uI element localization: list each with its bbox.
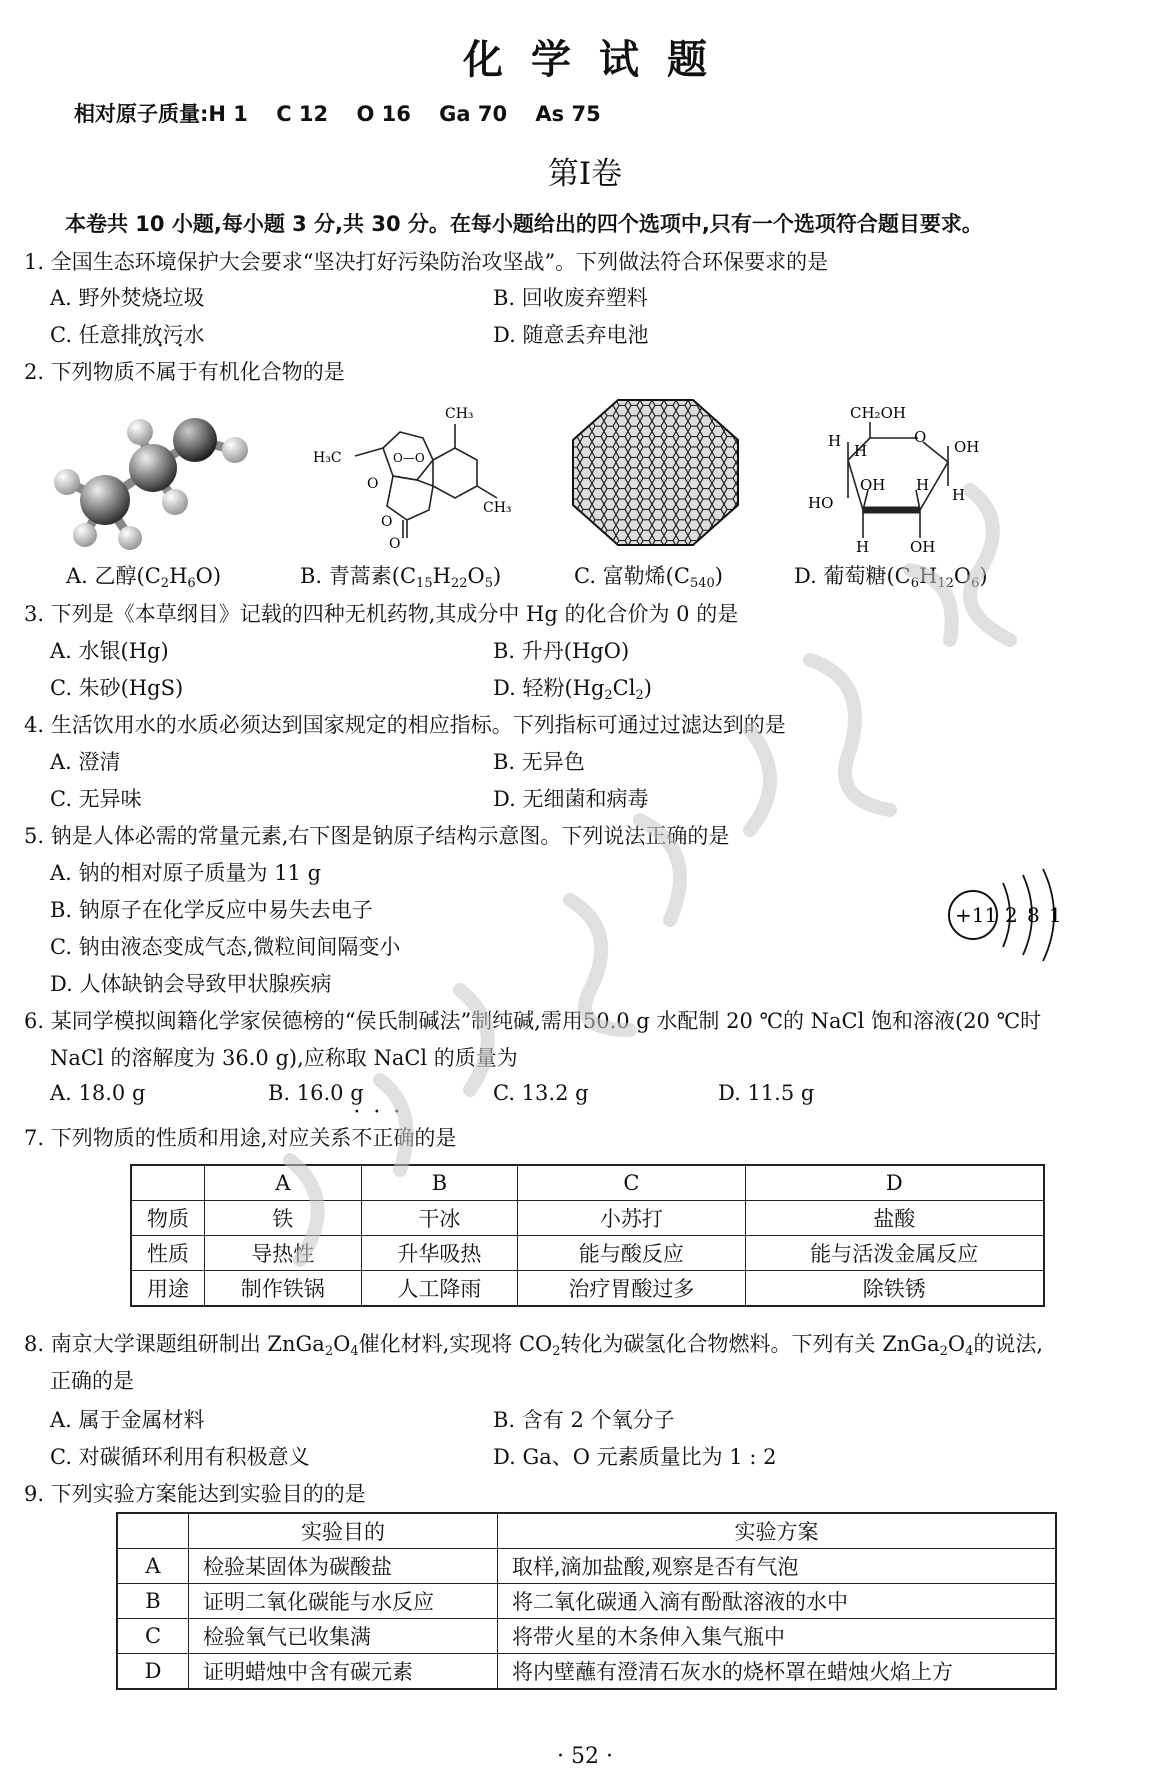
q2-option-d: [794, 560, 988, 591]
glucose-label: OH: [860, 476, 886, 494]
table-cell: D: [117, 1654, 189, 1690]
q2-a-sub: 6: [187, 576, 196, 591]
table-row: [131, 1201, 1044, 1236]
table-cell: 将带火星的木条伸入集气瓶中: [498, 1619, 1057, 1654]
q5-option-c: C. 钠由液态变成气态,微粒间间隔变小: [50, 935, 401, 959]
q8-text: 转化为碳氢化合物燃料。下列有关 ZnGa: [560, 1332, 940, 1356]
table-cell: C: [117, 1619, 189, 1654]
table-row: [131, 1236, 1044, 1271]
q2-d-text: O: [953, 564, 972, 588]
q1-option-d: D. 随意丢弃电池: [493, 323, 649, 347]
q5-option-a: A. 钠的相对原子质量为 11 g: [50, 861, 322, 885]
q8-text: O: [333, 1332, 351, 1356]
q2-stem-pre: 2. 下列物质: [24, 360, 135, 384]
glucose-label: H: [952, 486, 966, 504]
q1-stem: 1. 全国生态环境保护大会要求“坚决打好污染防治攻坚战”。下列做法符合环保要求的是: [24, 250, 829, 274]
q8-text: 8. 南京大学课题组研制出 ZnGa: [24, 1332, 325, 1356]
q6-option-a: A. 18.0 g: [50, 1081, 146, 1105]
q7-stem-post: 的是: [414, 1126, 457, 1150]
table-row: [117, 1654, 1056, 1690]
ethanol-model-image: [45, 410, 255, 550]
q9-stem: 9. 下列实验方案能达到实验目的的是: [24, 1482, 366, 1506]
glucose-label: H: [828, 432, 842, 450]
table-cell: 用途: [131, 1271, 205, 1307]
q3-option-c: C. 朱砂(HgS): [50, 676, 184, 700]
q3-d-text: ): [643, 676, 652, 700]
q3-option-a: A. 水银(Hg): [50, 639, 169, 663]
glucose-label: H: [916, 476, 930, 494]
table-cell: 性质: [131, 1236, 205, 1271]
table-cell: 干冰: [361, 1201, 518, 1236]
q3-d-sub: 2: [635, 688, 644, 703]
q5-option-d: D. 人体缺钠会导致甲状腺疾病: [50, 972, 332, 996]
table-cell: 升华吸热: [361, 1236, 518, 1271]
table-cell: 检验氧气已收集满: [189, 1619, 498, 1654]
glucose-label: H: [854, 442, 868, 460]
q3-option-b: B. 升丹(HgO): [493, 639, 630, 663]
table-cell: 铁: [205, 1201, 362, 1236]
atomic-masses: 相对原子质量:H 1 C 12 O 16 Ga 70 As 75: [74, 102, 601, 126]
table-cell: 证明二氧化碳能与水反应: [189, 1584, 498, 1619]
glucose-label: H: [856, 538, 870, 553]
table-cell: B: [117, 1584, 189, 1619]
table-cell: 制作铁锅: [205, 1271, 362, 1307]
artemisinin-label: O: [367, 476, 379, 492]
nucleus-label: +11: [955, 903, 998, 927]
volume-title: 第Ⅰ卷: [547, 156, 623, 192]
artemisinin-label: H₃C: [313, 450, 342, 466]
q5-stem: 5. 钠是人体必需的常量元素,右下图是钠原子结构示意图。下列说法正确的是: [24, 824, 730, 848]
q6-option-c: C. 13.2 g: [493, 1081, 589, 1105]
q2-option-a: [66, 560, 221, 591]
q8-stem-line1: [24, 1328, 1043, 1359]
glucose-label: OH: [910, 538, 936, 553]
table-cell: 导热性: [205, 1236, 362, 1271]
title-char: 学: [531, 37, 571, 83]
q2-b-text: O: [467, 564, 485, 588]
table-cell: 人工降雨: [361, 1271, 518, 1307]
q4-option-d: D. 无细菌和病毒: [493, 787, 649, 811]
q6-option-b: B. 16.0 g: [268, 1081, 364, 1105]
q1-option-a: A. 野外焚烧垃圾: [50, 286, 205, 310]
table-cell: 治疗胃酸过多: [518, 1271, 745, 1307]
q2-b-text: B. 青蒿素(C: [300, 564, 417, 588]
q2-d-text: D. 葡萄糖(C: [794, 564, 911, 588]
glucose-structure: [808, 398, 1008, 553]
page-title: [0, 28, 1170, 85]
glucose-label: O: [914, 428, 927, 446]
q2-stem: [24, 356, 345, 386]
table-row: [117, 1619, 1056, 1654]
q5-option-b: B. 钠原子在化学反应中易失去电子: [50, 898, 373, 922]
table-header-row: [117, 1513, 1056, 1549]
q8-text: 催化材料,实现将 CO: [358, 1332, 553, 1356]
q2-c-text: C. 富勒烯(C: [574, 564, 690, 588]
fullerene-image: [568, 395, 743, 550]
q7-stem-pre: 7. 下列物质的性质和用途,对应关系: [24, 1126, 352, 1150]
q8-sub: 2: [552, 1344, 561, 1359]
table-cell: 检验某固体为碳酸盐: [189, 1549, 498, 1584]
q4-stem: 4. 生活饮用水的水质必须达到国家规定的相应指标。下列指标可通过过滤达到的是: [24, 713, 786, 737]
q1-option-c: C. 任意排放污水: [50, 323, 205, 347]
q8-sub: 2: [939, 1344, 948, 1359]
q2-a-text: H: [169, 564, 188, 588]
q2-b-sub: 22: [450, 576, 468, 591]
title-char: 试: [599, 37, 639, 83]
title-char: 题: [667, 37, 707, 83]
q2-d-sub: 12: [937, 576, 954, 591]
table-cell: 将内壁蘸有澄清石灰水的烧杯罩在蜡烛火焰上方: [498, 1654, 1057, 1690]
q7-stem-emphasis: 不正确 · · ·: [351, 1126, 414, 1150]
artemisinin-label: CH₃: [445, 406, 474, 422]
q2-d-sub: 6: [910, 576, 919, 591]
shell-electrons: 2: [1005, 903, 1018, 927]
q6-stem-line1: 6. 某同学模拟闽籍化学家侯德榜的“侯氏制碱法”制纯碱,需用50.0 g 水配制 20 ℃的 NaCl 饱和溶液(20 ℃时: [24, 1009, 1042, 1033]
table-row: [117, 1549, 1056, 1584]
q1-option-b: B. 回收废弃塑料: [493, 286, 648, 310]
q2-option-b: [300, 560, 501, 591]
table-header-cell: C: [518, 1165, 745, 1201]
shell-electrons: 8: [1027, 903, 1040, 927]
q3-d-text: Cl: [612, 676, 636, 700]
q2-a-text: O): [195, 564, 222, 588]
q2-a-sub: 2: [160, 576, 170, 591]
q2-a-text: A. 乙醇(C: [66, 564, 161, 588]
table-cell: 盐酸: [745, 1201, 1044, 1236]
q4-option-b: B. 无异色: [493, 750, 585, 774]
glucose-label: OH: [954, 438, 980, 456]
q7-stem: [24, 1122, 456, 1152]
artemisinin-label: O—O: [393, 451, 425, 465]
q3-d-sub: 2: [604, 688, 613, 703]
artemisinin-label: CH₃: [483, 500, 512, 516]
q2-d-text: ): [979, 564, 988, 588]
q8-sub: 4: [965, 1344, 974, 1359]
table-header-row: [131, 1165, 1044, 1201]
table-header-cell: A: [205, 1165, 362, 1201]
q7-table: [130, 1164, 1045, 1307]
sodium-atom-diagram: [945, 865, 1075, 965]
q8-text: O: [947, 1332, 966, 1356]
table-cell: 取样,滴加盐酸,观察是否有气泡: [498, 1549, 1057, 1584]
q8-sub: 4: [350, 1344, 359, 1359]
q6-stem-line2: NaCl 的溶解度为 36.0 g),应称取 NaCl 的质量为: [50, 1046, 518, 1070]
q4-option-c: C. 无异味: [50, 787, 142, 811]
q2-stem-post: 有机化合物的是: [197, 360, 345, 384]
glucose-label: HO: [808, 494, 834, 512]
q2-d-text: H: [918, 564, 938, 588]
q8-option-b: B. 含有 2 个氧分子: [493, 1408, 675, 1432]
table-cell: 物质: [131, 1201, 205, 1236]
table-cell: 证明蜡烛中含有碳元素: [189, 1654, 498, 1690]
table-header-cell: [131, 1165, 205, 1201]
q8-option-d: D. Ga、O 元素质量比为 1 : 2: [493, 1445, 777, 1469]
glucose-label: CH₂OH: [850, 404, 906, 422]
table-header-cell: 实验目的: [189, 1513, 498, 1549]
q8-option-a: A. 属于金属材料: [50, 1408, 205, 1432]
q9-table: [116, 1512, 1057, 1690]
q8-stem-line2: 正确的是: [50, 1369, 134, 1393]
q2-b-sub: 5: [484, 576, 493, 591]
q4-option-a: A. 澄清: [50, 750, 121, 774]
q8-sub: 2: [324, 1344, 334, 1359]
q2-b-sub: 15: [416, 576, 433, 591]
q8-text: 的说法,: [973, 1332, 1044, 1356]
table-header-cell: 实验方案: [498, 1513, 1057, 1549]
q3-option-d: [493, 672, 652, 703]
q2-option-c: [574, 560, 723, 591]
q2-b-text: H: [432, 564, 451, 588]
table-header-cell: B: [361, 1165, 518, 1201]
table-row: [131, 1271, 1044, 1307]
instructions: 本卷共 10 小题,每小题 3 分,共 30 分。在每小题给出的四个选项中,只有一个选项符合题目要求。: [65, 212, 983, 236]
artemisinin-label: O: [381, 514, 393, 530]
artemisinin-structure: [305, 398, 525, 548]
q2-c-text: ): [714, 564, 723, 588]
q2-c-sub: 540: [689, 576, 715, 591]
table-cell: 小苏打: [518, 1201, 745, 1236]
table-cell: 除铁锈: [745, 1271, 1044, 1307]
q3-d-text: D. 轻粉(Hg: [493, 676, 605, 700]
page-number: · 52 ·: [557, 1744, 613, 1769]
q2-b-text: ): [492, 564, 502, 588]
title-char: 化: [463, 37, 503, 83]
q2-d-sub: 6: [971, 576, 980, 591]
table-cell: A: [117, 1549, 189, 1584]
shell-electrons: 1: [1049, 903, 1062, 927]
table-cell: 能与酸反应: [518, 1236, 745, 1271]
q8-option-c: C. 对碳循环利用有积极意义: [50, 1445, 310, 1469]
table-header-cell: D: [745, 1165, 1044, 1201]
table-cell: 能与活泼金属反应: [745, 1236, 1044, 1271]
q6-option-d: D. 11.5 g: [718, 1081, 815, 1105]
table-row: [117, 1584, 1056, 1619]
table-header-cell: [117, 1513, 189, 1549]
q3-stem: 3. 下列是《本草纲目》记载的四种无机药物,其成分中 Hg 的化合价为 0 的是: [24, 602, 739, 626]
artemisinin-label: O: [389, 536, 401, 548]
q2-stem-emphasis: 不属于 · · ·: [135, 360, 198, 384]
table-cell: 将二氧化碳通入滴有酚酞溶液的水中: [498, 1584, 1057, 1619]
